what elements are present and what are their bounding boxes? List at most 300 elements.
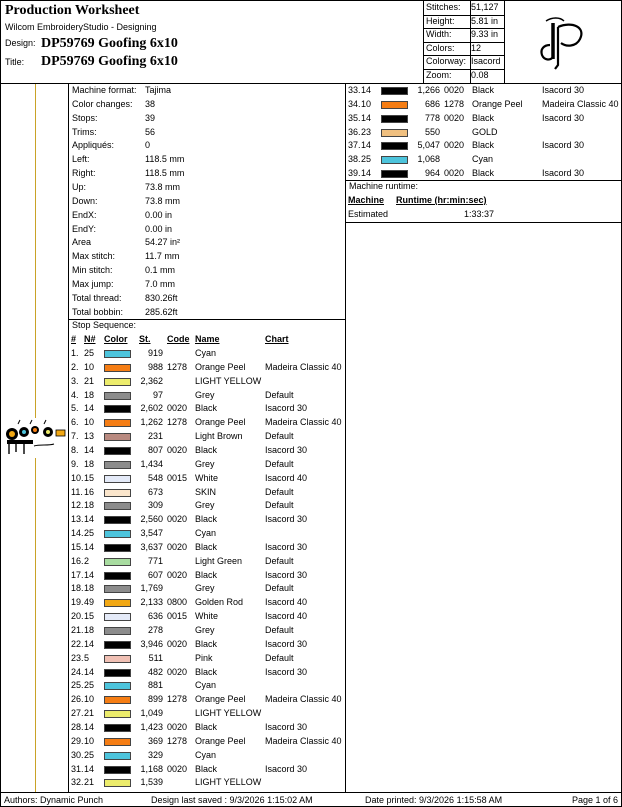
sequence-row xyxy=(69,513,346,527)
continued-sequence-column xyxy=(346,84,622,792)
thread-chart: Isacord 40 xyxy=(265,472,308,483)
design-stats xyxy=(424,1,505,83)
thread-name: White xyxy=(195,611,219,622)
col-header-needle: N# xyxy=(84,334,96,344)
thread-name: Black xyxy=(195,721,218,732)
thread-chart: Isacord 30 xyxy=(265,514,308,525)
stitch-count: 309 xyxy=(147,500,163,511)
sequence-row xyxy=(69,624,346,638)
color-swatch xyxy=(104,364,131,372)
info-value: 39 xyxy=(145,112,156,123)
stop-number: 30. xyxy=(71,749,84,760)
sequence-row xyxy=(69,638,346,652)
needle-number: 14 xyxy=(84,763,95,774)
stop-number: 36. xyxy=(348,126,361,137)
thread-code: 0020 xyxy=(167,403,188,414)
sequence-row xyxy=(69,735,346,749)
color-swatch xyxy=(381,129,408,137)
info-value: 118.5 mm xyxy=(145,168,185,179)
color-swatch xyxy=(381,101,408,109)
needle-number: 25 xyxy=(361,154,372,165)
needle-number: 14 xyxy=(84,403,95,414)
page-title: Production Worksheet xyxy=(5,3,140,18)
thread-code: 0020 xyxy=(167,569,188,580)
thread-name: Orange Peel xyxy=(195,361,246,372)
thread-chart: Madeira Classic 40 xyxy=(265,417,342,428)
stat-label: Colors: xyxy=(426,42,455,53)
thread-chart: Madeira Classic 40 xyxy=(265,735,342,746)
stop-number: 5. xyxy=(71,403,79,414)
runtime-col-time: Runtime (hr:min:sec) xyxy=(396,195,487,205)
info-label: Max stitch: xyxy=(72,251,116,262)
thread-chart: Isacord 30 xyxy=(265,541,308,552)
needle-number: 14 xyxy=(84,541,95,552)
needle-number: 21 xyxy=(84,777,95,788)
thread-code: 1278 xyxy=(444,98,465,109)
color-swatch xyxy=(104,544,131,552)
color-swatch xyxy=(104,613,131,621)
thread-name: Black xyxy=(195,514,218,525)
stop-number: 33. xyxy=(348,85,361,95)
info-label: Appliqués: xyxy=(72,140,115,151)
color-swatch xyxy=(104,599,131,607)
thread-name: Black xyxy=(472,168,495,179)
color-swatch xyxy=(104,724,131,732)
color-swatch xyxy=(104,433,131,441)
thread-chart: Default xyxy=(265,625,294,635)
thread-name: White xyxy=(195,472,219,483)
thread-chart: Isacord 40 xyxy=(265,597,308,608)
stat-label: Zoom: xyxy=(426,70,452,80)
stitch-count: 686 xyxy=(424,98,440,109)
needle-number: 18 xyxy=(84,583,95,594)
stat-value: 9.33 in xyxy=(471,29,499,40)
info-label: Max jump: xyxy=(72,278,114,289)
thread-name: Grey xyxy=(195,458,215,469)
runtime-header-row xyxy=(346,194,622,208)
stop-number: 25. xyxy=(71,680,84,691)
thread-name: Cyan xyxy=(472,154,494,165)
color-swatch xyxy=(104,641,131,649)
thread-code: 1278 xyxy=(167,694,188,705)
stop-number: 19. xyxy=(71,597,84,608)
thread-chart: Isacord 30 xyxy=(265,721,308,732)
stop-number: 31. xyxy=(71,763,84,774)
info-label: Right: xyxy=(72,168,96,179)
runtime-col-machine: Machine xyxy=(348,195,385,205)
needle-number: 25 xyxy=(84,348,95,358)
stop-number: 11. xyxy=(71,486,83,497)
footer-page-number: Page 1 of 6 xyxy=(572,795,619,805)
info-value: 38 xyxy=(145,98,156,109)
thread-name: Pink xyxy=(195,652,213,663)
stat-label: Stitches: xyxy=(426,2,461,12)
thread-code: 0020 xyxy=(444,112,465,123)
needle-number: 25 xyxy=(84,749,95,760)
info-value: 0.00 in xyxy=(145,209,173,220)
info-label: Color changes: xyxy=(72,98,133,109)
needle-number: 14 xyxy=(84,721,95,732)
stop-number: 38. xyxy=(348,154,361,165)
sequence-row xyxy=(69,763,346,777)
stop-number: 12. xyxy=(71,500,84,511)
needle-number: 14 xyxy=(84,638,95,649)
color-swatch xyxy=(104,350,131,358)
thread-name: Black xyxy=(472,140,495,151)
info-value: 0.00 in xyxy=(145,223,173,234)
stop-number: 14. xyxy=(71,528,84,539)
thread-chart: Default xyxy=(265,389,294,400)
info-label: Down: xyxy=(72,195,98,206)
stitch-count: 329 xyxy=(147,749,163,760)
needle-number: 23 xyxy=(361,126,372,137)
info-value: 11.7 mm xyxy=(145,251,180,262)
thread-code: 1278 xyxy=(167,735,188,746)
info-value: 830.26ft xyxy=(145,292,178,303)
stop-number: 27. xyxy=(71,708,84,719)
thread-code: 0020 xyxy=(167,541,188,552)
thread-code: 0020 xyxy=(444,85,465,95)
color-swatch xyxy=(104,502,131,510)
stop-sequence-title: Stop Sequence: xyxy=(72,320,137,330)
needle-number: 21 xyxy=(84,375,95,386)
needle-number: 14 xyxy=(84,666,95,677)
stop-number: 8. xyxy=(71,444,79,455)
stop-number: 20. xyxy=(71,611,84,622)
thread-code: 0800 xyxy=(167,597,188,608)
needle-number: 18 xyxy=(84,458,95,469)
thread-chart: Isacord 30 xyxy=(265,403,308,414)
thread-chart: Default xyxy=(265,652,294,663)
thread-code: 0020 xyxy=(167,514,188,525)
thread-chart: Default xyxy=(265,431,294,442)
stitch-count: 5,047 xyxy=(417,140,440,151)
col-header-stitches: St. xyxy=(139,334,151,344)
stitch-count: 2,602 xyxy=(140,403,163,414)
thread-name: Grey xyxy=(195,625,215,635)
stitch-count: 3,946 xyxy=(140,638,163,649)
col-header-number: # xyxy=(71,334,77,344)
stat-row xyxy=(424,69,504,83)
info-label: Left: xyxy=(72,154,90,165)
info-label: Area xyxy=(72,237,92,248)
thread-chart: Default xyxy=(265,583,294,594)
color-swatch xyxy=(381,115,408,123)
color-swatch xyxy=(104,461,131,469)
stitch-count: 3,547 xyxy=(140,528,163,539)
thread-chart: Isacord 30 xyxy=(265,569,308,580)
thread-name: Black xyxy=(195,444,218,455)
needle-number: 14 xyxy=(361,112,372,123)
stop-number: 24. xyxy=(71,666,84,677)
thread-name: Grey xyxy=(195,389,215,400)
color-swatch xyxy=(104,405,131,413)
info-value: 73.8 mm xyxy=(145,195,181,206)
stat-row xyxy=(424,15,504,29)
design-label: Design: xyxy=(5,38,36,48)
color-swatch xyxy=(104,710,131,718)
sequence-row xyxy=(69,555,346,569)
thread-name: LIGHT YELLOW xyxy=(195,375,262,386)
thread-name: GOLD xyxy=(472,126,498,137)
color-swatch xyxy=(104,627,131,635)
worksheet-header xyxy=(0,0,622,84)
sequence-row xyxy=(69,721,346,735)
sequence-row xyxy=(69,347,346,361)
color-swatch xyxy=(104,669,131,677)
needle-number: 18 xyxy=(84,500,95,511)
info-value: 0.1 mm xyxy=(145,265,176,276)
stop-number: 28. xyxy=(71,721,84,732)
sequence-row xyxy=(69,375,346,389)
runtime-row xyxy=(346,208,622,222)
stitch-count: 1,049 xyxy=(140,708,163,719)
needle-number: 10 xyxy=(361,98,372,109)
thread-name: Light Green xyxy=(195,555,243,566)
stat-value: 0.08 xyxy=(471,70,489,80)
color-swatch xyxy=(104,447,131,455)
stop-number: 37. xyxy=(348,140,361,151)
thread-code: 0020 xyxy=(167,763,188,774)
sequence-row xyxy=(69,416,346,430)
stop-number: 26. xyxy=(71,694,84,705)
sequence-row xyxy=(346,84,622,98)
stitch-count: 511 xyxy=(148,652,163,663)
thread-chart: Isacord 30 xyxy=(542,140,585,151)
sequence-row xyxy=(69,444,346,458)
sequence-row xyxy=(69,499,346,513)
stitch-count: 1,434 xyxy=(140,458,163,469)
thread-chart: Isacord 30 xyxy=(542,85,585,95)
color-swatch xyxy=(104,696,131,704)
color-swatch xyxy=(381,156,408,164)
sequence-row xyxy=(69,402,346,416)
col-header-name: Name xyxy=(195,334,220,344)
sequence-row xyxy=(69,486,346,500)
color-swatch xyxy=(104,392,131,400)
info-label: Total thread: xyxy=(72,292,122,303)
color-swatch xyxy=(381,170,408,178)
thread-code: 0020 xyxy=(167,444,188,455)
needle-number: 5 xyxy=(84,652,90,663)
thread-chart: Isacord 30 xyxy=(542,112,585,123)
thread-name: Black xyxy=(472,112,495,123)
stop-number: 13. xyxy=(71,514,84,525)
stop-number: 29. xyxy=(71,735,84,746)
thread-name: Black xyxy=(195,763,218,774)
color-swatch xyxy=(104,766,131,774)
sequence-row xyxy=(69,652,346,666)
info-label: Trims: xyxy=(72,126,97,137)
thread-name: Black xyxy=(195,638,218,649)
needle-number: 14 xyxy=(84,444,95,455)
color-swatch xyxy=(381,142,408,150)
thread-name: Cyan xyxy=(195,749,217,760)
stitch-count: 1,423 xyxy=(140,721,163,732)
stop-number: 22. xyxy=(71,638,84,649)
thread-name: Black xyxy=(195,403,218,414)
color-swatch xyxy=(104,530,131,538)
stop-number: 18. xyxy=(71,583,84,594)
sequence-row xyxy=(346,112,622,126)
thread-name: Orange Peel xyxy=(195,694,246,705)
stitch-count: 673 xyxy=(147,486,163,497)
thread-name: Orange Peel xyxy=(195,735,246,746)
thread-name: Cyan xyxy=(195,528,217,539)
needle-number: 13 xyxy=(84,431,95,442)
info-label: EndY: xyxy=(72,223,97,234)
color-swatch xyxy=(104,419,131,427)
header-title-block xyxy=(1,1,424,83)
thread-name: Cyan xyxy=(195,680,217,691)
dp-monogram-icon xyxy=(506,1,621,83)
color-swatch xyxy=(104,475,131,483)
needle-number: 10 xyxy=(84,735,95,746)
sequence-row xyxy=(69,666,346,680)
stitch-count: 1,769 xyxy=(140,583,163,594)
needle-number: 14 xyxy=(361,140,372,151)
design-name: DP59769 Goofing 6x10 xyxy=(41,36,178,51)
stop-number: 2. xyxy=(71,361,79,372)
thread-chart: Default xyxy=(265,458,294,469)
stitch-count: 807 xyxy=(147,444,163,455)
thread-code: 0020 xyxy=(444,140,465,151)
stop-number: 32. xyxy=(71,777,84,788)
sequence-row xyxy=(69,582,346,596)
col-header-chart: Chart xyxy=(265,334,289,344)
design-thumbnail-icon xyxy=(4,418,68,458)
sequence-row xyxy=(346,153,622,167)
sequence-header-row xyxy=(69,333,346,347)
thread-chart: Default xyxy=(265,486,294,497)
stitch-count: 369 xyxy=(147,735,163,746)
thread-name: Light Brown xyxy=(195,431,243,442)
stitch-count: 988 xyxy=(147,361,163,372)
needle-number: 49 xyxy=(84,597,95,608)
stat-label: Width: xyxy=(426,29,452,40)
thread-code: 0020 xyxy=(167,721,188,732)
thread-chart: Madeira Classic 40 xyxy=(265,694,342,705)
color-swatch xyxy=(381,87,408,95)
thread-code: 1278 xyxy=(167,417,188,428)
stop-number: 4. xyxy=(71,389,79,400)
color-swatch xyxy=(104,779,131,787)
stop-number: 23. xyxy=(71,652,84,663)
stitch-count: 771 xyxy=(147,555,163,566)
thread-name: Orange Peel xyxy=(472,98,523,109)
runtime-estimated-value: 1:33:37 xyxy=(464,209,495,219)
thread-name: Black xyxy=(195,541,218,552)
sequence-row xyxy=(69,679,346,693)
needle-number: 21 xyxy=(84,708,95,719)
stitch-count: 1,539 xyxy=(140,777,163,788)
needle-number: 18 xyxy=(84,625,95,635)
thread-name: Grey xyxy=(195,583,215,594)
stitch-count: 881 xyxy=(147,680,163,691)
thread-name: Cyan xyxy=(195,348,217,358)
sequence-row xyxy=(346,167,622,181)
stitch-count: 919 xyxy=(147,348,163,358)
thread-chart: Isacord 30 xyxy=(265,666,308,677)
info-label: Up: xyxy=(72,181,87,192)
stop-number: 7. xyxy=(71,431,79,442)
thread-chart: Isacord 30 xyxy=(265,444,308,455)
thread-name: Black xyxy=(195,666,218,677)
color-swatch xyxy=(104,655,131,663)
stop-number: 1. xyxy=(71,348,79,358)
thread-code: 0020 xyxy=(444,168,465,179)
stitch-count: 2,560 xyxy=(140,514,163,525)
info-label: EndX: xyxy=(72,209,97,220)
stop-number: 3. xyxy=(71,375,79,386)
design-title: DP59769 Goofing 6x10 xyxy=(41,54,178,69)
sequence-row xyxy=(69,776,346,790)
stitch-count: 482 xyxy=(147,666,163,677)
needle-number: 15 xyxy=(84,611,95,622)
stat-value: Isacord xyxy=(471,56,501,67)
needle-number: 10 xyxy=(84,361,95,372)
stitch-count: 550 xyxy=(424,126,440,137)
needle-number: 18 xyxy=(84,389,95,400)
info-value: 118.5 mm xyxy=(145,154,185,165)
stitch-count: 1,266 xyxy=(417,85,440,95)
thread-name: Black xyxy=(195,569,218,580)
stop-number: 39. xyxy=(348,168,361,179)
color-swatch xyxy=(104,516,131,524)
color-swatch xyxy=(104,378,131,386)
thread-chart: Isacord 40 xyxy=(265,611,308,622)
info-value: 54.27 in² xyxy=(145,237,181,248)
footer-date-printed: Date printed: 9/3/2026 1:15:58 AM xyxy=(365,795,503,805)
sequence-row xyxy=(69,569,346,583)
stitch-count: 97 xyxy=(152,389,163,400)
stitch-count: 1,068 xyxy=(417,154,440,165)
stop-number: 35. xyxy=(348,112,361,123)
stitch-count: 2,362 xyxy=(140,375,163,386)
stat-value: 51,127 xyxy=(471,2,499,12)
info-value: 0 xyxy=(145,140,151,151)
needle-number: 14 xyxy=(361,85,372,95)
thread-code: 0020 xyxy=(167,666,188,677)
stat-value: 5.81 in xyxy=(471,15,499,26)
thread-chart: Isacord 30 xyxy=(265,638,308,649)
thread-chart: Default xyxy=(265,500,294,511)
needle-number: 2 xyxy=(84,555,90,566)
machine-info-column xyxy=(69,84,346,792)
color-swatch xyxy=(104,682,131,690)
sequence-row xyxy=(69,361,346,375)
stat-value: 12 xyxy=(471,42,482,53)
stop-number: 17. xyxy=(71,569,84,580)
stitch-count: 1,262 xyxy=(140,417,163,428)
needle-number: 14 xyxy=(84,569,95,580)
stitch-count: 548 xyxy=(147,472,163,483)
sequence-row xyxy=(69,610,346,624)
stat-row xyxy=(424,28,504,42)
color-swatch xyxy=(104,489,131,497)
stitch-count: 899 xyxy=(147,694,163,705)
sequence-row xyxy=(346,126,622,140)
needle-number: 10 xyxy=(84,694,95,705)
stop-number: 15. xyxy=(71,541,84,552)
thread-name: LIGHT YELLOW xyxy=(195,708,262,719)
runtime-title: Machine runtime: xyxy=(349,181,419,191)
color-swatch xyxy=(104,738,131,746)
thread-name: SKIN xyxy=(195,486,217,497)
footer-last-saved: Design last saved : 9/3/2026 1:15:02 AM xyxy=(151,795,313,805)
footer-authors: Authors: Dynamic Punch xyxy=(4,795,104,805)
stitch-count: 636 xyxy=(147,611,163,622)
